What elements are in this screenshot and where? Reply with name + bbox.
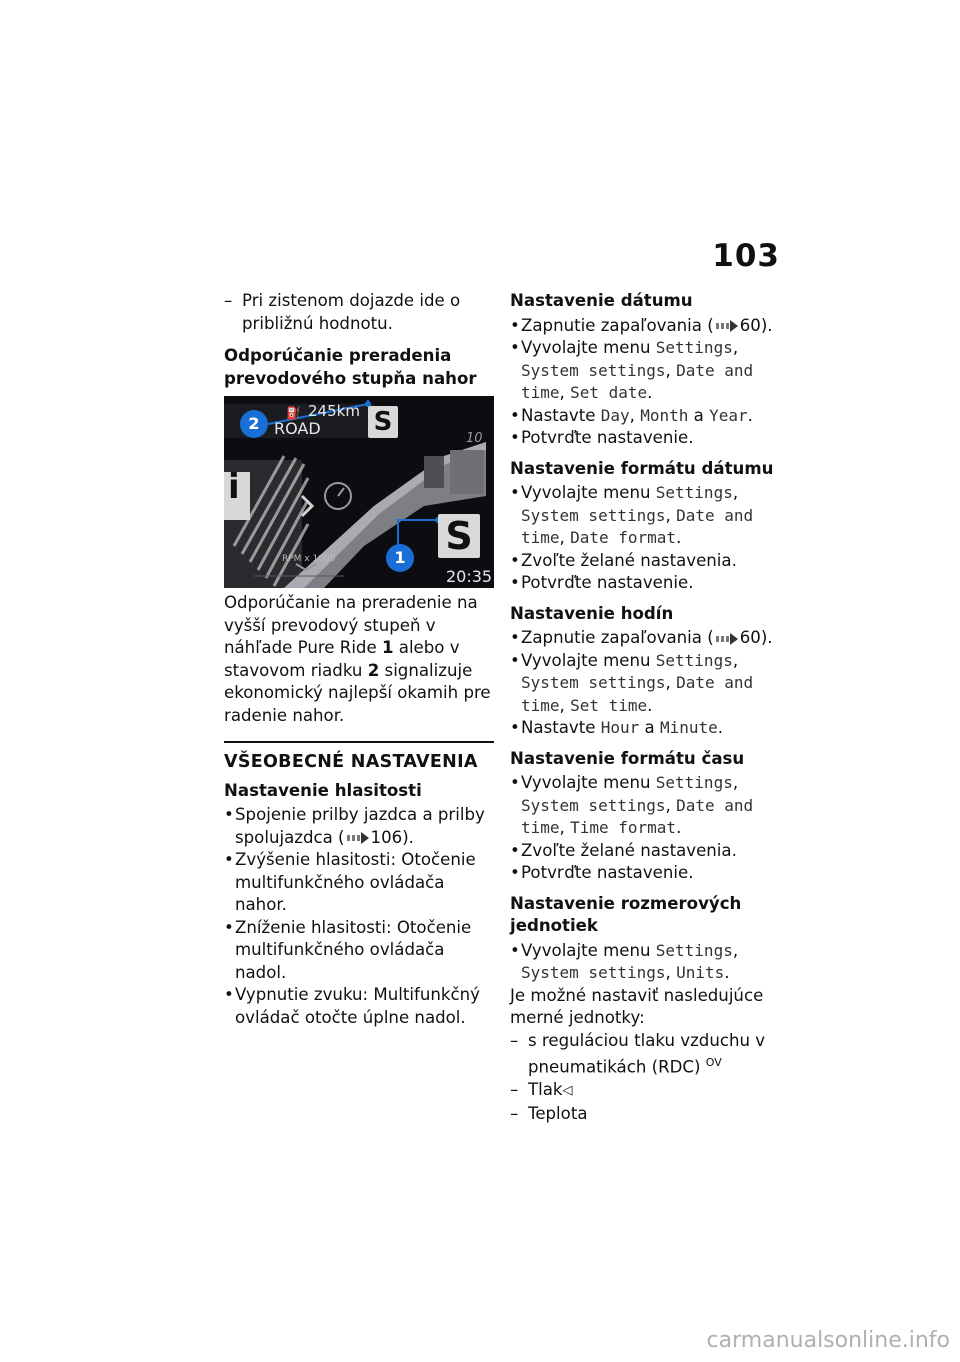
date-format-bullet-2: • Zvoľte želané nastavenia. xyxy=(510,550,785,573)
units-dash-2: – Tlak◁ xyxy=(510,1079,785,1103)
clock-bullet-2: • Vyvolajte menu Settings, System settings, Date and time, Set time. xyxy=(510,650,785,718)
rpm-scale-ten: 10 xyxy=(466,431,483,446)
gear-indicator-top: S xyxy=(368,406,398,438)
page-reference-arrow-icon xyxy=(716,320,738,332)
info-symbol: i xyxy=(228,467,240,507)
triangle-left-icon: ◁ xyxy=(562,1083,573,1099)
ref-number-1: 1 xyxy=(381,638,394,657)
date-bullet-3: • Nastavte Day, Month a Year. xyxy=(510,405,785,428)
date-format-bullet-1: • Vyvolajte menu Settings, System settings, Date and time, Date format. xyxy=(510,482,785,550)
section-title-general-settings: VŠEOBECNÉ NASTAVENIA xyxy=(224,741,494,774)
date-bullet-4: • Potvrďte nastavenie. xyxy=(510,427,785,450)
heading-units: Nastavenie rozmerových jednotiek xyxy=(510,893,742,935)
page-number: 103 xyxy=(712,238,780,274)
page-reference-arrow-icon xyxy=(347,832,369,844)
clock-bullet-3: • Nastavte Hour a Minute. xyxy=(510,717,785,740)
watermark: carmanualsonline.info xyxy=(706,1328,950,1353)
clock-bullet-1: • Zapnutie zapaľovania ( 60). xyxy=(510,627,785,650)
gear-indicator-main: S xyxy=(438,514,480,558)
heading-time-format: Nastavenie formátu času xyxy=(510,748,745,768)
heading-date-format: Nastavenie formátu dátumu xyxy=(510,458,774,478)
heading-volume: Nastavenie hlasitosti xyxy=(224,780,422,800)
time-format-bullet-3: • Potvrďte nastavenie. xyxy=(510,862,785,885)
units-dash-1: – s reguláciou tlaku vzduchu v pneumatikách (RDC) $^{OV}$ xyxy=(510,1030,785,1080)
volume-bullet-2: • Zvýšenie hlasitosti: Otočenie multifunkčného ovládača nahor. xyxy=(224,849,494,917)
range-readout: 245km xyxy=(308,402,360,420)
page-reference-arrow-icon xyxy=(716,633,738,645)
shift-description: Odporúčanie na preradenie na vyšší prevodový stupeň v náhľade Pure Ride 1 alebo v stavovom riadku 2 signalizuje ekonomický najlepší okamih pre radenie nahor. xyxy=(224,593,491,725)
volume-bullet-3: • Zníženie hlasitosti: Otočenie multifunkčného ovládača nadol. xyxy=(224,917,494,985)
right-column xyxy=(510,290,785,1125)
heading-clock: Nastavenie hodín xyxy=(510,603,674,623)
date-bullet-2: • Vyvolajte menu Settings, System settings, Date and time, Set date. xyxy=(510,337,785,405)
units-bullet-1: • Vyvolajte menu Settings, System settings, Units. xyxy=(510,940,785,985)
dashboard-figure xyxy=(224,396,494,588)
volume-bullet-4: • Vypnutie zvuku: Multifunkčný ovládač otočte úplne nadol. xyxy=(224,984,494,1029)
time-format-bullet-2: • Zvoľte želané nastavenia. xyxy=(510,840,785,863)
units-description: Je možné nastaviť nasledujúce merné jednotky: xyxy=(510,985,764,1027)
callout-2: 2 xyxy=(240,410,268,438)
date-format-bullet-3: • Potvrďte nastavenie. xyxy=(510,572,785,595)
clock-readout: 20:35 xyxy=(446,567,493,586)
heading-shift-recommendation: Odporúčanie preradenia prevodového stupňa nahor xyxy=(224,346,477,388)
volume-bullet-1: • Spojenie prilby jazdca a prilby spolujazdca ( 106). xyxy=(224,804,494,849)
intro-note: – Pri zistenom dojazde ide o približnú hodnotu. xyxy=(224,290,494,335)
fuel-icon: ⛽ xyxy=(286,406,301,420)
rpm-label: RPM x 1000 xyxy=(282,554,336,564)
ref-number-2: 2 xyxy=(367,660,380,680)
units-dash-3: – Teplota xyxy=(510,1103,785,1126)
date-bullet-1: • Zapnutie zapaľovania ( 60). xyxy=(510,315,785,338)
optional-equipment-mark: OV xyxy=(705,1056,722,1069)
time-format-bullet-1: • Vyvolajte menu Settings, System settings, Date and time, Time format. xyxy=(510,772,785,840)
heading-date: Nastavenie dátumu xyxy=(510,291,693,310)
left-column xyxy=(224,290,494,1029)
callout-1: 1 xyxy=(386,544,414,572)
riding-mode: ROAD xyxy=(274,419,321,438)
